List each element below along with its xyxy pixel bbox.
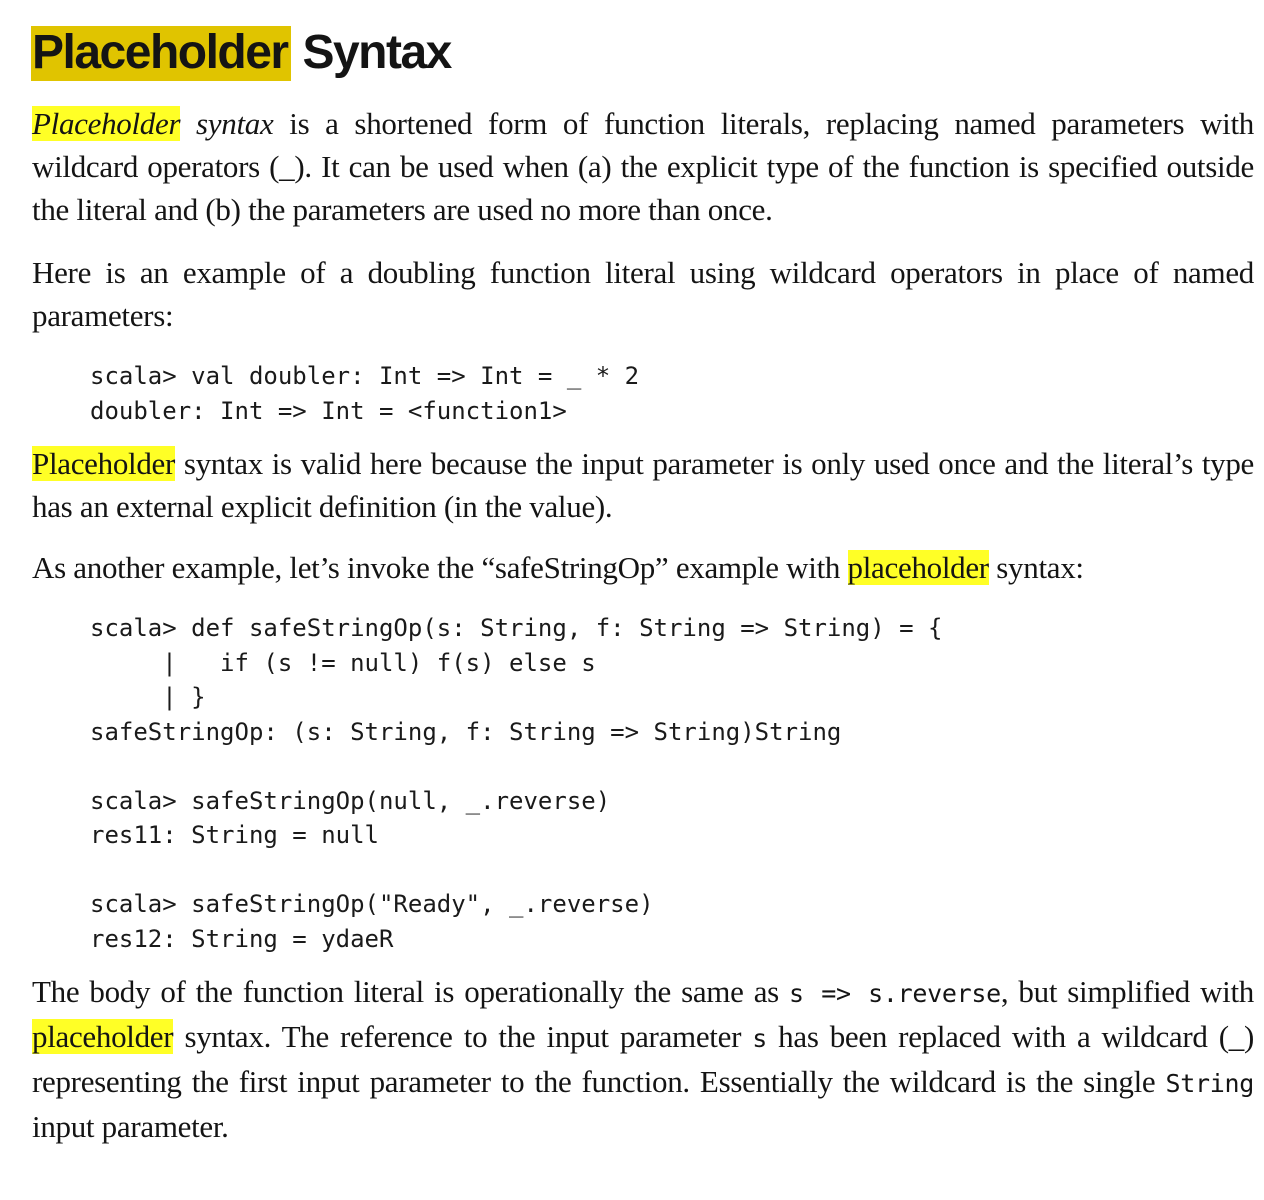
paragraph-text: syntax: (988, 550, 1084, 585)
heading-highlighted-word: Placeholder (31, 26, 291, 81)
code-line: scala> safeStringOp("Ready", _.reverse) (90, 890, 654, 918)
inline-code: String (1165, 1069, 1254, 1098)
paragraph-text: is a shortened form of function literals, replacing named parameters with wildcard operators (_). It can be used when (a) the explicit type of the function is specified outside the literal and (b) the parameters are used no more than once. (32, 106, 1254, 227)
paragraph-explanation (32, 970, 1254, 1148)
code-line: res11: String = null (90, 821, 379, 849)
code-line: res12: String = ydaeR (90, 924, 394, 953)
highlighted-term: placeholder (32, 1019, 174, 1054)
code-line: doubler: Int => Int = <function1> (90, 396, 567, 425)
paragraph-text: As another example, let’s invoke the “safeStringOp” example with (32, 550, 848, 585)
paragraph-text: , but simplified with (1000, 974, 1254, 1009)
code-line: scala> val doubler: Int => Int = _ * 2 (90, 362, 640, 390)
inline-code: s => s.reverse (789, 979, 1001, 1008)
code-line: scala> def safeStringOp(s: String, f: String => String) = { (90, 614, 943, 642)
paragraph-text: has been replaced with a wildcard (_) representing the first input parameter to the function. Essentially the wildcard is the single (32, 1019, 1254, 1099)
highlighted-term: Placeholder (32, 106, 181, 141)
paragraph-text: syntax. The reference to the input parameter (173, 1019, 753, 1054)
paragraph-text: Here is an example of a doubling function literal using wildcard operators in place of named parameters: (32, 255, 1254, 333)
paragraph-validity (32, 442, 1254, 528)
inline-code: s (752, 1024, 768, 1053)
heading-rest: Syntax (290, 26, 451, 79)
italic-term: syntax (196, 106, 274, 141)
highlighted-term: Placeholder (32, 446, 176, 481)
paragraph-text: The body of the function literal is operationally the same as (32, 974, 790, 1009)
paragraph-another-example (32, 546, 1254, 589)
paragraph-text: input parameter. (32, 1109, 229, 1144)
paragraph-example-intro (32, 251, 1254, 337)
section-heading (32, 22, 1254, 84)
code-block-safestringop (32, 611, 1254, 956)
page-content (32, 22, 1254, 1148)
paragraph-intro (32, 102, 1254, 231)
highlighted-term: placeholder (847, 550, 989, 585)
paragraph-text: syntax is valid here because the input parameter is only used once and the literal’s type has an external explicit definition (in the value). (32, 446, 1254, 524)
code-line: | } (90, 683, 206, 711)
code-line: | if (s != null) f(s) else s (90, 648, 596, 677)
code-block-doubler (32, 359, 1254, 428)
code-line: safeStringOp: (s: String, f: String => String)String (90, 717, 842, 746)
code-line: scala> safeStringOp(null, _.reverse) (90, 786, 611, 815)
